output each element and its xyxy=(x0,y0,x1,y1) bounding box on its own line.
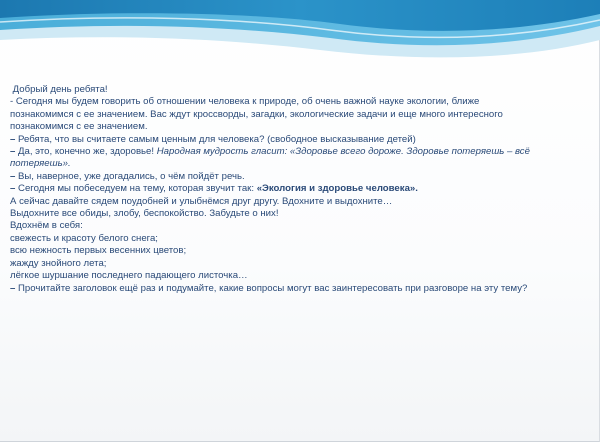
text-line-11 xyxy=(10,220,598,232)
text-line-14 xyxy=(10,258,598,270)
line-prefix: – xyxy=(10,133,19,145)
text-line-13 xyxy=(10,245,598,257)
line-text: лёгкое шуршание последнего падающего листочка… xyxy=(10,270,248,282)
text-line-10 xyxy=(10,208,598,220)
line-text: Да, это, конечно же, здоровье! xyxy=(18,146,157,158)
line-prefix: – xyxy=(10,170,19,182)
text-line-3 xyxy=(10,121,598,133)
text-line-7 xyxy=(10,171,598,183)
text-line-6 xyxy=(10,158,598,170)
line-prefix: – xyxy=(10,146,19,158)
text-line-5 xyxy=(10,146,598,158)
line-text: познакомимся с ее значением. xyxy=(10,121,148,133)
text-line-15 xyxy=(10,270,598,282)
text-line-2 xyxy=(10,109,598,121)
line-text: Сегодня мы будем говорить об отношении человека к природе, об очень важной науке экологии, ближе xyxy=(15,96,480,108)
line-quote: Народная мудрость гласит: «Здоровье всего дороже. Здоровье потеряешь – всё xyxy=(156,146,530,158)
text-line-8 xyxy=(10,183,598,195)
text-line-1 xyxy=(10,96,598,108)
text-line-4 xyxy=(10,134,598,146)
line-prefix: – xyxy=(10,282,19,294)
line-text: Ребята, что вы считаете самым ценным для человека? (свободное высказывание детей) xyxy=(18,133,416,145)
line-quote: потеряешь». xyxy=(10,158,71,170)
line-text: всю нежность первых весенних цветов; xyxy=(10,245,187,257)
line-text: Прочитайте заголовок ещё раз и подумайте, какие вопросы могут вас заинтересовать при разговоре на эту тему? xyxy=(18,282,528,294)
line-prefix: – xyxy=(10,183,19,195)
line-text: свежесть и красоту белого снега; xyxy=(10,232,158,244)
greeting-text: Добрый день ребята! xyxy=(12,84,108,95)
slide-text xyxy=(10,84,598,295)
line-text: Вдохнём в себя: xyxy=(10,220,83,232)
text-line-16 xyxy=(10,283,598,295)
line-text: А сейчас давайте сядем поудобней и улыбнёмся друг другу. Вдохните и выдохните… xyxy=(10,195,393,207)
line-text: Выдохните все обиды, злобу, беспокойство. Забудьте о них! xyxy=(10,208,279,220)
line-prefix: - xyxy=(10,96,16,108)
line-text: Вы, наверное, уже догадались, о чём пойдёт речь. xyxy=(18,170,245,182)
line-text: познакомимся с ее значением. Вас ждут кроссворды, загадки, экологические задачи и еще много интересного xyxy=(10,108,503,120)
text-line-9 xyxy=(10,196,598,208)
line-text: жажду знойного лета; xyxy=(10,257,107,269)
greeting xyxy=(10,84,598,96)
line-text: Сегодня мы побеседуем на тему, которая звучит так: xyxy=(18,183,257,195)
header-wave-decoration xyxy=(0,0,600,70)
text-line-12 xyxy=(10,233,598,245)
topic-title: «Экология и здоровье человека». xyxy=(256,183,418,195)
